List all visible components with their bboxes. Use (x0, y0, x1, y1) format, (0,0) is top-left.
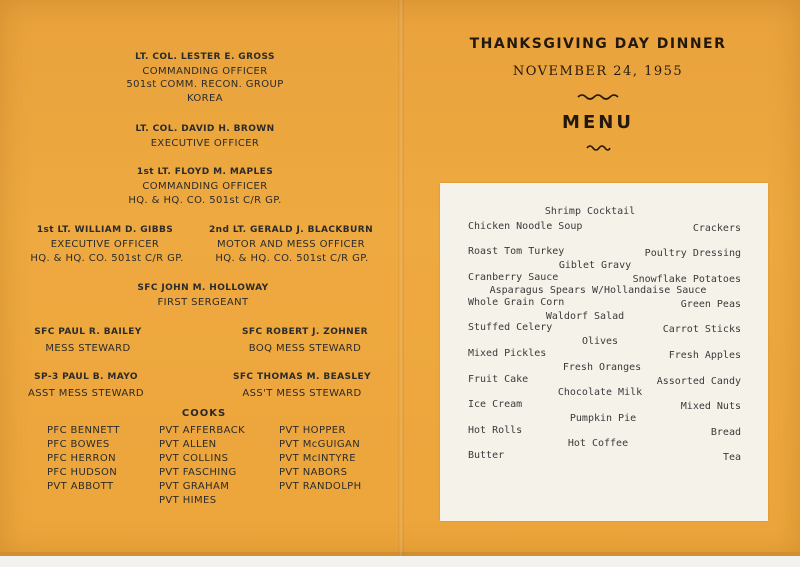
menu-item: Tea (722, 452, 741, 463)
ornament-squiggle-small-icon (585, 143, 611, 151)
menu-item: Pumpkin Pie (569, 413, 637, 424)
menu-card (440, 183, 768, 521)
cook-name: PFC HUDSON (47, 467, 118, 478)
cooks-heading: COOKS (181, 408, 227, 419)
menu-item: Bread (710, 427, 741, 438)
mayo-name: SP-3 PAUL B. MAYO (34, 372, 138, 382)
holloway-name: SFC JOHN M. HOLLOWAY (137, 283, 269, 293)
cook-name: PVT ABBOTT (47, 481, 114, 492)
zohner-title: BOQ MESS STEWARD (248, 343, 362, 354)
menu-item: Butter (468, 450, 505, 461)
blackburn-title: MOTOR AND MESS OFFICER (217, 239, 365, 250)
hq-co-unit: HQ. & HQ. CO. 501st C/R GP. (128, 195, 282, 206)
co-location: KOREA (187, 93, 223, 104)
menu-item: Poultry Dressing (644, 248, 741, 259)
menu-item: Green Peas (680, 299, 741, 310)
menu-item: Hot Coffee (567, 438, 629, 449)
cook-name: PVT NABORS (279, 467, 348, 478)
menu-item: Olives (581, 336, 619, 347)
cook-name: PVT COLLINS (159, 453, 229, 464)
menu-item: Fresh Apples (668, 350, 741, 361)
beasley-name: SFC THOMAS M. BEASLEY (233, 372, 371, 382)
menu-item: Snowflake Potatoes (632, 274, 741, 285)
menu-item: Carrot Sticks (662, 324, 741, 335)
menu-item: Waldorf Salad (545, 311, 625, 322)
co-name: LT. COL. LESTER E. GROSS (135, 52, 275, 62)
gibbs-unit: HQ. & HQ. CO. 501st C/R GP. (30, 253, 184, 264)
cook-name: PVT GRAHAM (159, 481, 230, 492)
holloway-title: FIRST SERGEANT (157, 297, 249, 308)
bailey-title: MESS STEWARD (45, 343, 131, 354)
dinner-title: THANKSGIVING DAY DINNER (469, 36, 727, 52)
hq-co-name: 1st LT. FLOYD M. MAPLES (136, 167, 274, 177)
blackburn-unit: HQ. & HQ. CO. 501st C/R GP. (215, 253, 369, 264)
cook-name: PFC BOWES (47, 439, 110, 450)
menu-item: Shrimp Cocktail (544, 206, 636, 217)
dinner-date: NOVEMBER 24, 1955 (512, 64, 684, 79)
menu-item: Fruit Cake (468, 374, 529, 385)
cook-name: PFC HERRON (47, 453, 117, 464)
menu-item: Mixed Nuts (680, 401, 741, 412)
cook-name: PVT HOPPER (279, 425, 346, 436)
menu-item: Mixed Pickles (468, 348, 547, 359)
xo-name: LT. COL. DAVID H. BROWN (135, 124, 275, 134)
gibbs-name: 1st LT. WILLIAM D. GIBBS (36, 225, 174, 235)
hq-co-title: COMMANDING OFFICER (142, 181, 268, 192)
gibbs-title: EXECUTIVE OFFICER (50, 239, 160, 250)
menu-item: Chicken Noodle Soup (468, 221, 583, 232)
bailey-name: SFC PAUL R. BAILEY (34, 327, 142, 337)
cook-name: PVT McINTYRE (279, 453, 356, 464)
menu-item: Hot Rolls (468, 425, 523, 436)
cook-name: PFC BENNETT (47, 425, 120, 436)
menu-item: Whole Grain Corn (468, 297, 565, 308)
menu-item: Roast Tom Turkey (468, 246, 565, 257)
menu-item: Stuffed Celery (468, 322, 553, 333)
menu-item: Crackers (692, 223, 741, 234)
menu-item: Fresh Oranges (562, 362, 642, 373)
ornament-squiggle-icon (576, 92, 620, 100)
menu-heading: MENU (562, 112, 634, 133)
beasley-title: ASS'T MESS STEWARD (242, 388, 362, 399)
center-fold (398, 0, 404, 556)
menu-item: Cranberry Sauce (468, 272, 559, 283)
menu-item: Chocolate Milk (557, 387, 643, 398)
co-title: COMMANDING OFFICER (142, 66, 268, 77)
xo-title: EXECUTIVE OFFICER (150, 138, 260, 149)
menu-item: Ice Cream (468, 399, 523, 410)
zohner-name: SFC ROBERT J. ZOHNER (242, 327, 368, 337)
menu-item: Asparagus Spears W/Hollandaise Sauce (489, 285, 707, 296)
cook-name: PVT McGUIGAN (279, 439, 361, 450)
menu-item: Giblet Gravy (558, 260, 632, 271)
mayo-title: ASST MESS STEWARD (27, 388, 145, 399)
co-unit: 501st COMM. RECON. GROUP (126, 79, 284, 90)
roster-panel (0, 0, 398, 556)
blackburn-name: 2nd LT. GERALD J. BLACKBURN (208, 225, 374, 235)
cook-name: PVT FASCHING (159, 467, 237, 478)
cook-name: PVT RANDOLPH (279, 481, 362, 492)
cook-name: PVT AFFERBACK (159, 425, 246, 436)
cook-name: PVT ALLEN (159, 439, 217, 450)
cook-name: PVT HIMES (159, 495, 217, 506)
menu-item: Assorted Candy (656, 376, 741, 387)
